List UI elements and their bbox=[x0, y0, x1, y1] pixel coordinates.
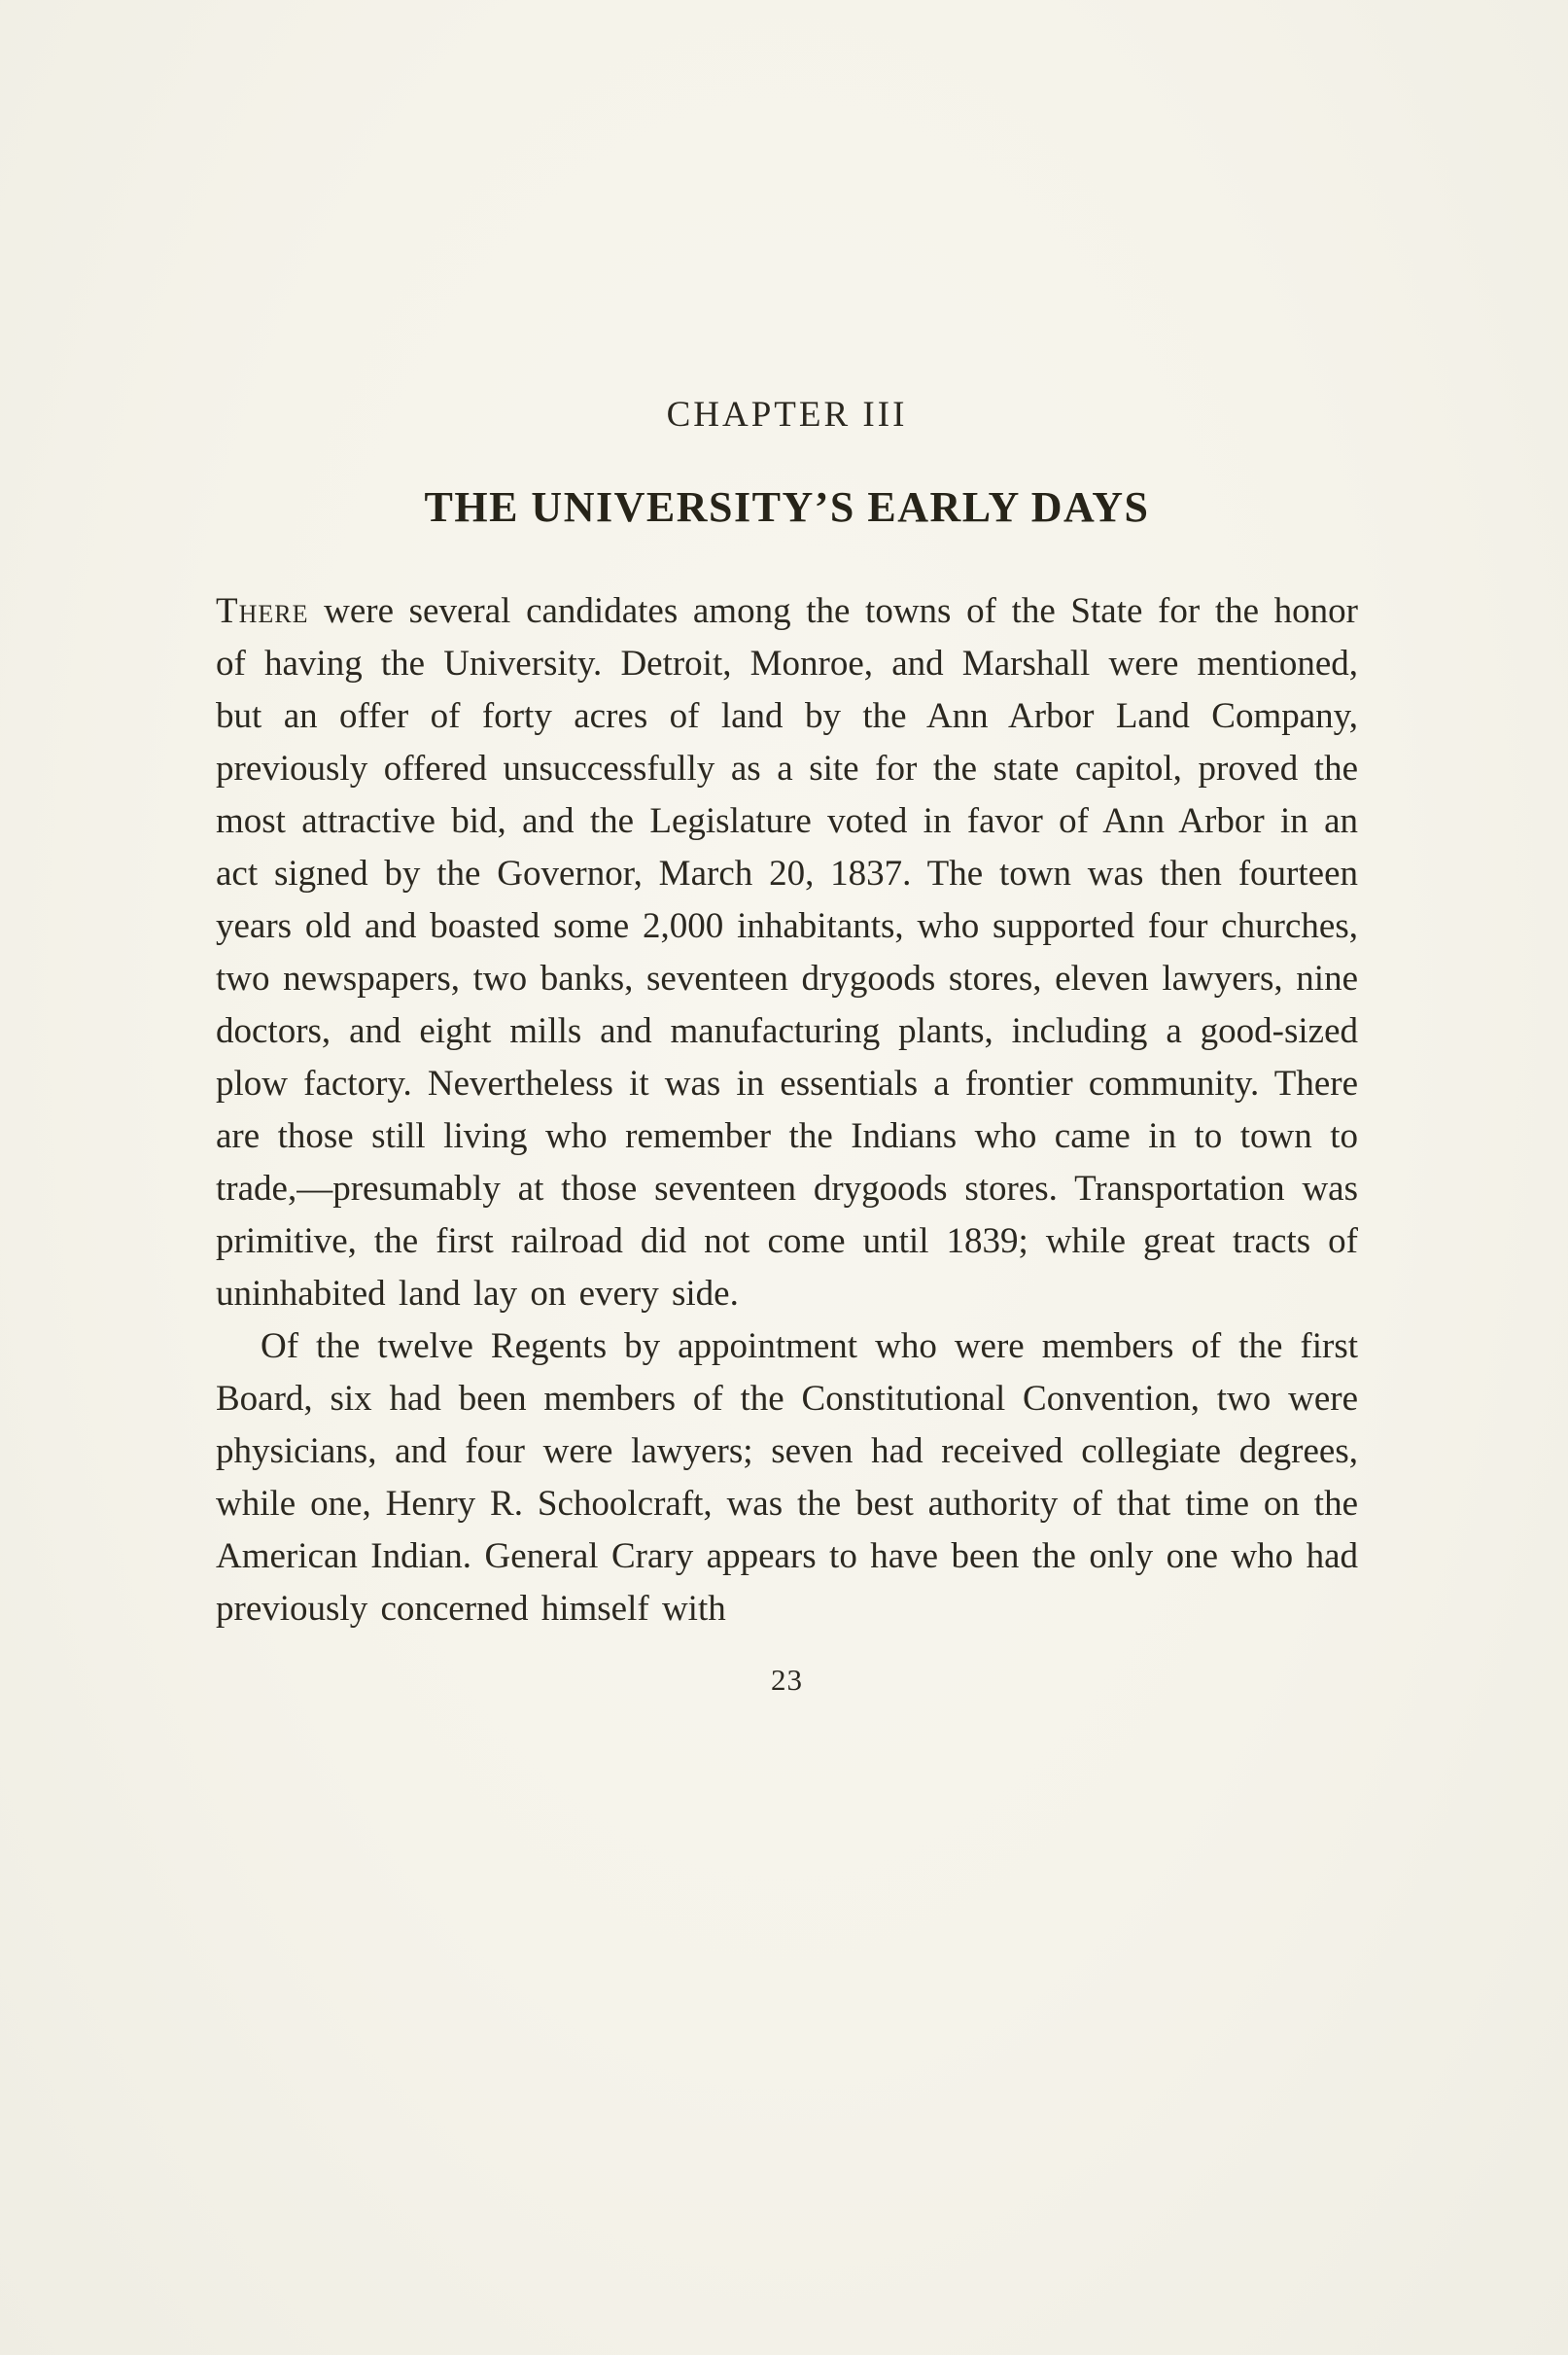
page-title: THE UNIVERSITY’S EARLY DAYS bbox=[424, 483, 1150, 531]
chapter-heading: CHAPTER III bbox=[666, 395, 908, 435]
paragraph bbox=[216, 1320, 1358, 1635]
paragraph-text: were several candidates among the towns of the State for the honor of having the University. Detroit, Monroe, and Marshall were mentioned, but an offer of forty acres of land by the Ann Arbor Land Company, previously offered unsuccessfully as a site for the state capitol, proved the most attractive bid, and the Legislature voted in favor of Ann Arbor in an act signed by the Governor, March 20, 1837. The town was then fourteen years old and boasted some 2,000 inhabitants, who supported four churches, two newspapers, two banks, seventeen drygoods stores, eleven lawyers, nine doctors, and eight mills and manufacturing plants, including a good-sized plow factory. Nevertheless it was in essentials a frontier community. There are those still living who remember the Indians who came in to town to trade,—presumably at those seventeen drygoods stores. Transportation was primitive, the first railroad did not come until 1839; while great tracts of uninhabited land lay on every side. bbox=[216, 591, 1358, 1314]
page-number: 23 bbox=[771, 1663, 803, 1697]
paragraph-text: Of the twelve Regents by appointment who were members of the first Board, six had been members of the Constitutional Convention, two were physicians, and four were lawyers; seven had received collegiate degrees, while one, Henry R. Schoolcraft, was the best authority of that time on the American Indian. General Crary appears to have been the only one who had previously concerned himself with bbox=[216, 1326, 1358, 1629]
text-block bbox=[216, 394, 1358, 1698]
body-text bbox=[216, 585, 1358, 1635]
paragraph bbox=[216, 585, 1358, 1320]
lead-word: There bbox=[216, 591, 309, 631]
